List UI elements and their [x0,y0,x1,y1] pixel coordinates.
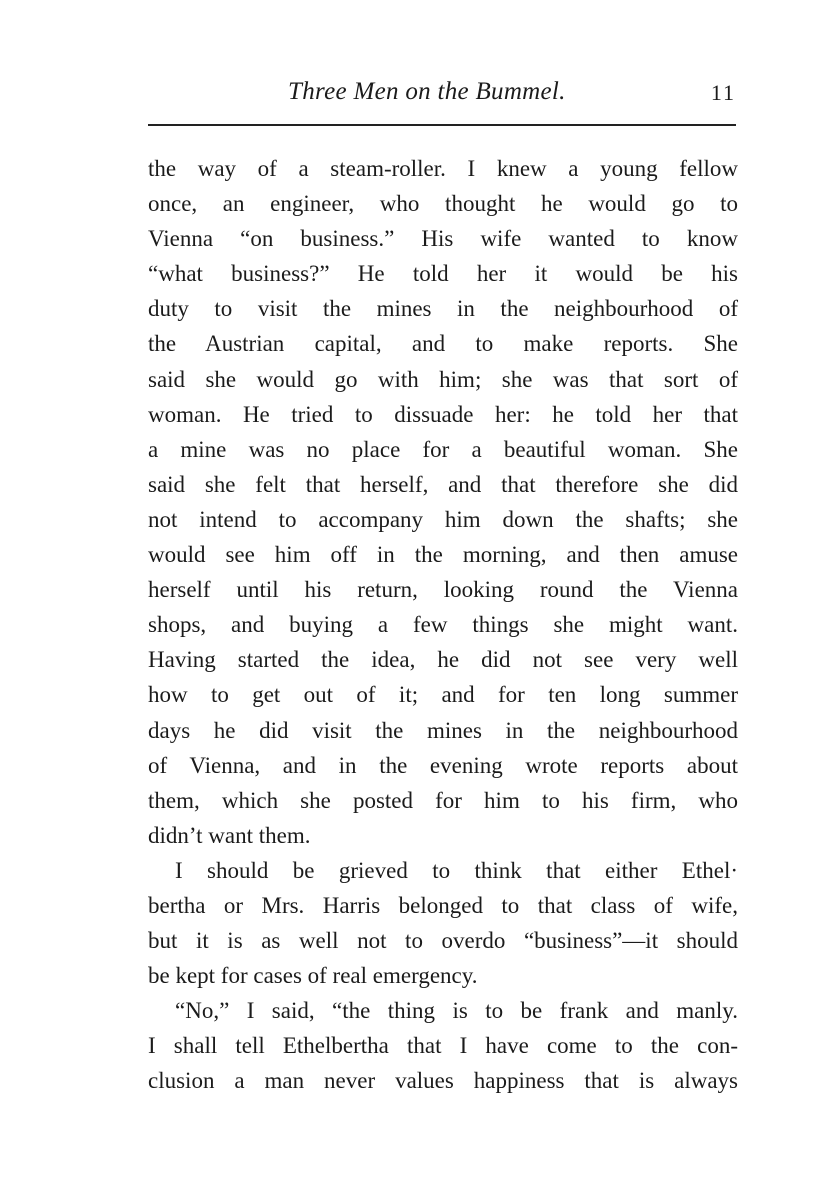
text-line: would see him off in the morning, and then amuse [148,542,738,568]
text-line: I should be grieved to think that either Ethel· [175,857,738,883]
text-line: Having started the idea, he did not see very well [148,647,738,673]
text-line: be kept for cases of real emergency. [148,963,478,989]
text-line: “what business?” He told her it would be his [148,261,738,287]
text-line: said she felt that herself, and that therefore she did [148,471,738,497]
text-line: Vienna “on business.” His wife wanted to know [148,226,738,252]
text-line: shops, and buying a few things she might want. [148,612,738,638]
text-line: the Austrian capital, and to make reports. She [148,331,738,357]
text-line: of Vienna, and in the evening wrote reports about [148,752,738,778]
text-line: woman. He tried to dissuade her: he told her that [148,401,738,427]
text-line: but it is as well not to overdo “business”—it should [148,928,738,954]
text-line: them, which she posted for him to his firm, who [148,787,738,813]
text-line: once, an engineer, who thought he would go to [148,191,738,217]
text-line: I shall tell Ethelbertha that I have come to the con- [148,1033,738,1059]
running-title: Three Men on the Bummel. [288,78,566,105]
text-line: clusion a man never values happiness that is always [148,1068,738,1094]
text-line: said she would go with him; she was that sort of [148,366,738,392]
text-line: the way of a steam-roller. I knew a young fellow [148,156,738,181]
text-line: how to get out of it; and for ten long summer [148,682,738,708]
running-head [148,78,736,112]
text-line: a mine was no place for a beautiful woman. She [148,436,738,462]
body-text [148,151,738,1099]
text-line: bertha or Mrs. Harris belonged to that class of wife, [148,892,738,918]
text-line: “No,” I said, “the thing is to be frank and manly. [175,998,738,1024]
text-line: days he did visit the mines in the neighbourhood [148,717,738,743]
text-line: not intend to accompany him down the shafts; she [148,506,738,532]
text-line: herself until his return, looking round the Vienna [148,577,738,603]
header-rule [148,124,736,126]
page-number: 11 [710,80,736,105]
text-line: didn’t want them. [148,822,311,848]
text-line: duty to visit the mines in the neighbourhood of [148,296,738,322]
